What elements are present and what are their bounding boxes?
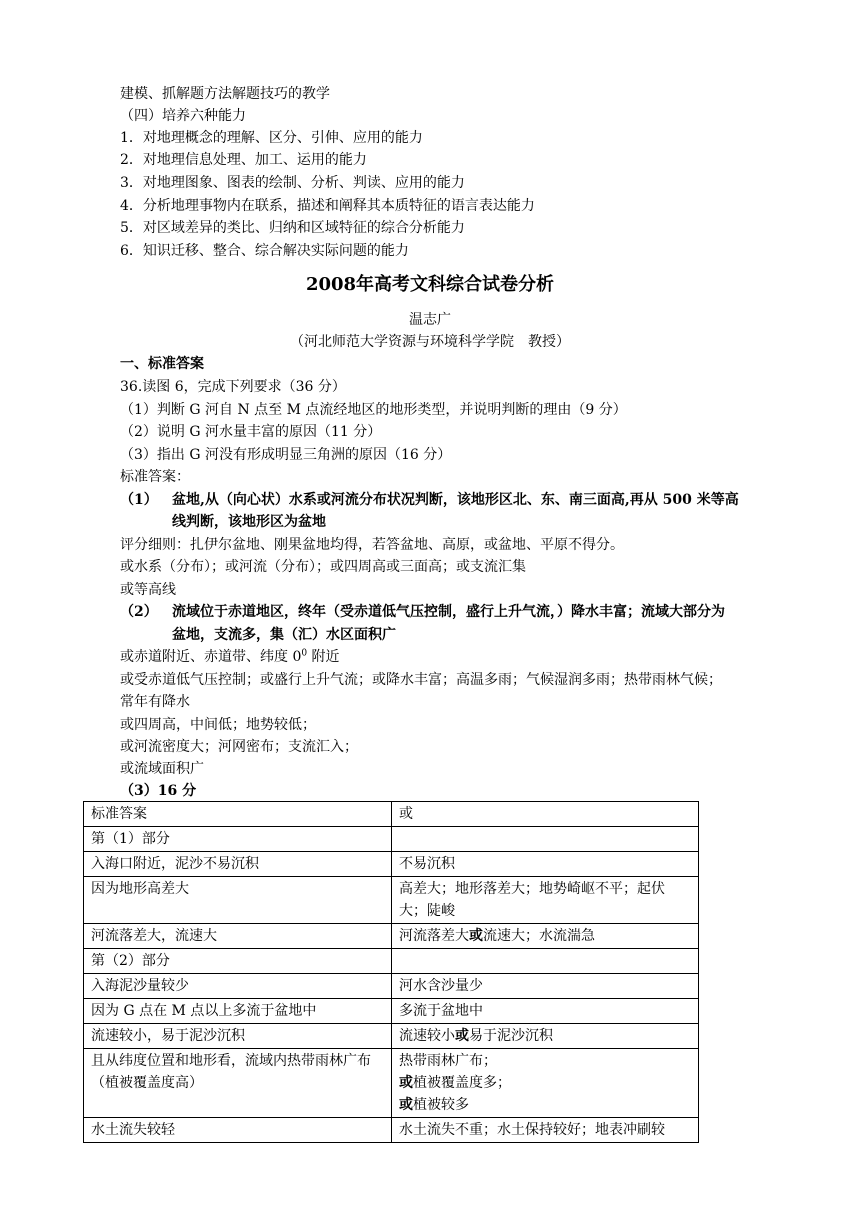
answer-2-line-1: 流域位于赤道地区，终年（受赤道低气压控制，盛行上升气流，）降水丰富；流域大部分为 (172, 604, 725, 620)
table-header-cell: 或 (392, 802, 699, 827)
question-36-part-3: （3）指出 G 河没有形成明显三角洲的原因（16 分） (120, 447, 452, 463)
ability-item-3: 3．对地理图象、图表的绘制、分析、判读、应用的能力 (120, 175, 465, 191)
answer-2-alt-2: 或受赤道低气压控制；或盛行上升气流；或降水丰富；高温多雨；气候湿润多雨；热带雨林气候； (120, 672, 722, 688)
table-cell (392, 1049, 699, 1118)
table-row (84, 827, 699, 852)
answer-2-alt-4: 或四周高，中间低；地势较低； (120, 717, 316, 733)
table-cell: 因为 G 点在 M 点以上多流于盆地中 (84, 999, 392, 1024)
cell-text: 流速较小 (399, 1028, 455, 1044)
table-section-cell: 第（2）部分 (84, 949, 392, 974)
table-cell: 入海泥沙量较少 (84, 974, 392, 999)
answer-2-alt-1-tail: 附近 (307, 649, 340, 665)
answer-2-alt-5: 或河流密度大；河网密布；支流汇入； (120, 739, 358, 755)
cell-text: 河流落差大 (399, 928, 469, 944)
cell-text: 植被较多 (413, 1097, 469, 1113)
cell-text: 植被覆盖度多； (413, 1075, 511, 1091)
question-36-part-2: （2）说明 G 河水量丰富的原因（11 分） (120, 424, 382, 440)
table-cell (392, 827, 699, 852)
table-cell: 水土流失不重；水土保持较好；地表冲刷较 (392, 1118, 699, 1143)
ability-item-1: 1．对地理概念的理解、区分、引伸、应用的能力 (120, 130, 423, 146)
ability-item-2: 2．对地理信息处理、加工、运用的能力 (120, 152, 367, 168)
table-row (84, 852, 699, 877)
answer-1-line-2: 线判断，该地形区为盆地 (172, 514, 326, 530)
or-keyword: 或 (399, 1097, 413, 1113)
table-cell: 河水含沙量少 (392, 974, 699, 999)
answer-2-alt-1-text: 或赤道附近、赤道带、纬度 0 (120, 649, 302, 665)
cell-line (399, 1094, 691, 1116)
table-row (84, 949, 699, 974)
article-author: 温志广 (409, 312, 451, 328)
or-keyword: 或 (399, 1075, 413, 1091)
table-cell: 不易沉积 (392, 852, 699, 877)
answer-3-heading: （3）16 分 (120, 783, 197, 799)
cell-line (399, 1072, 691, 1094)
cell-text: 流速大；水流湍急 (483, 928, 595, 944)
table-header-row (84, 802, 699, 827)
question-36: 36.读图 6，完成下列要求（36 分） (120, 379, 346, 395)
answer-1-alt-2: 或等高线 (120, 582, 176, 598)
or-keyword: 或 (455, 1028, 469, 1044)
intro-line-1: 建模、抓解题方法解题技巧的教学 (120, 86, 330, 102)
answer-table (83, 801, 699, 1143)
answer-2-alt-1 (120, 647, 340, 667)
ability-item-6: 6．知识迁移、整合、综合解决实际问题的能力 (120, 243, 409, 259)
answer-2-line-2: 盆地，支流多，集（汇）水区面积广 (172, 627, 396, 643)
table-cell (392, 924, 699, 949)
section-heading: 一、标准答案 (120, 356, 204, 372)
degree-superscript: 0 (301, 648, 308, 659)
standard-answer-label: 标准答案： (120, 469, 190, 485)
article-title: 2008年高考文科综合试卷分析 (305, 274, 555, 295)
grading-rule: 评分细则：扎伊尔盆地、刚果盆地均得，若答盆地、高原，或盆地、平原不得分。 (120, 537, 624, 553)
answer-1-alt-1: 或水系（分布）；或河流（分布）；或四周高或三面高；或支流汇集 (120, 559, 526, 575)
answer-1-number: （1） (120, 492, 158, 508)
table-row (84, 1118, 699, 1143)
table-cell: 因为地形高差大 (84, 877, 392, 924)
table-cell: 且从纬度位置和地形看，流域内热带雨林广布（植被覆盖度高） (84, 1049, 392, 1118)
table-row (84, 924, 699, 949)
table-row (84, 1024, 699, 1049)
table-cell (392, 1024, 699, 1049)
table-cell: 水土流失较轻 (84, 1118, 392, 1143)
abilities-heading: （四）培养六种能力 (120, 108, 246, 124)
answer-2-alt-6: 或流域面积广 (120, 761, 204, 777)
table-cell (392, 949, 699, 974)
answer-2-number: （2） (120, 604, 158, 620)
table-cell: 高差大；地形落差大；地势崎岖不平；起伏大；陡峻 (392, 877, 699, 924)
answer-1-line-1: 盆地,从（向心状）水系或河流分布状况判断，该地形区北、东、南三面高,再从 500 米等高 (172, 492, 739, 508)
table-row (84, 999, 699, 1024)
question-36-part-1: （1）判断 G 河自 N 点至 M 点流经地区的地形类型，并说明判断的理由（9 分） (120, 402, 627, 418)
cell-text: 易于泥沙沉积 (469, 1028, 553, 1044)
table-section-cell: 第（1）部分 (84, 827, 392, 852)
table-row (84, 1049, 699, 1118)
ability-item-4: 4．分析地理事物内在联系，描述和阐释其本质特征的语言表达能力 (120, 198, 535, 214)
answer-2-alt-3: 常年有降水 (120, 694, 190, 710)
cell-line: 热带雨林广布； (399, 1053, 497, 1069)
table-row (84, 877, 699, 924)
table-cell: 河流落差大，流速大 (84, 924, 392, 949)
table-header-cell: 标准答案 (84, 802, 392, 827)
article-affiliation: （河北师范大学资源与环境科学学院 教授） (290, 334, 570, 350)
table-cell: 多流于盆地中 (392, 999, 699, 1024)
table-row (84, 974, 699, 999)
table-cell: 入海口附近，泥沙不易沉积 (84, 852, 392, 877)
or-keyword: 或 (469, 928, 483, 944)
ability-item-5: 5．对区域差异的类比、归纳和区域特征的综合分析能力 (120, 220, 465, 236)
table-cell: 流速较小，易于泥沙沉积 (84, 1024, 392, 1049)
